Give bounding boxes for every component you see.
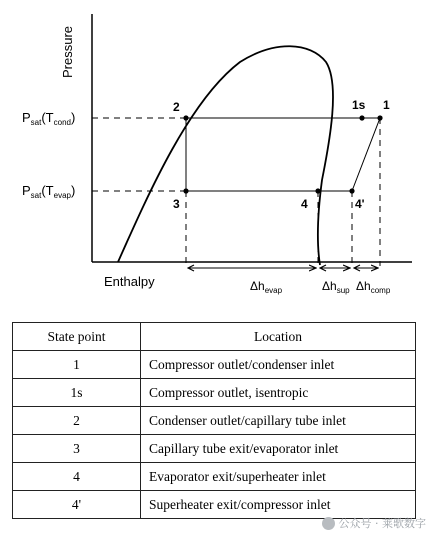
dh-evap-label: $\Delta h_{evap}$ <box>250 279 283 295</box>
point-3-label: 3 <box>173 197 180 211</box>
state-point-cell: 1 <box>13 351 141 379</box>
state-point-table <box>12 322 416 519</box>
saturation-dome <box>118 46 333 265</box>
dh-comp-label: $\Delta h_{comp}$ <box>356 279 391 295</box>
enthalpy-axis-label: Enthalpy <box>104 274 155 289</box>
table-row <box>13 351 416 379</box>
point-1s-label: 1s <box>352 98 366 112</box>
header-location: Location <box>141 323 416 351</box>
point-2-label: 2 <box>173 100 180 114</box>
compression-line <box>352 118 380 191</box>
location-cell: Capillary tube exit/evaporator inlet <box>141 435 416 463</box>
point-4-label: 4 <box>301 197 308 211</box>
state-point-cell: 4 <box>13 463 141 491</box>
point-4-dot <box>315 188 320 193</box>
point-2-dot <box>183 115 188 120</box>
location-cell: Compressor outlet/condenser inlet <box>141 351 416 379</box>
point-4p-label: 4' <box>355 197 365 211</box>
pressure-axis-label: Pressure <box>60 25 75 78</box>
table-row <box>13 379 416 407</box>
location-cell: Superheater exit/compressor inlet <box>141 491 416 519</box>
point-4p-dot <box>349 188 354 193</box>
state-point-cell: 4' <box>13 491 141 519</box>
point-1s-dot <box>359 115 364 120</box>
state-point-cell: 3 <box>13 435 141 463</box>
table-row <box>13 463 416 491</box>
location-cell: Evaporator exit/superheater inlet <box>141 463 416 491</box>
state-point-cell: 2 <box>13 407 141 435</box>
p-cond-label: $P_{sat}(T_{cond})$ <box>22 110 76 127</box>
point-1-label: 1 <box>383 98 390 112</box>
point-1-dot <box>377 115 382 120</box>
watermark <box>322 515 427 531</box>
point-3-dot <box>183 188 188 193</box>
table-header-row <box>13 323 416 351</box>
table-row <box>13 407 416 435</box>
p-evap-label: $P_{sat}(T_{evap})$ <box>22 183 76 200</box>
watermark-text: 公众号 · 莱歌数字 <box>338 517 426 530</box>
dh-sup-label: $\Delta h_{sup}$ <box>322 279 350 295</box>
wechat-icon <box>322 517 335 530</box>
location-cell: Condenser outlet/capillary tube inlet <box>141 407 416 435</box>
state-point-cell: 1s <box>13 379 141 407</box>
header-state-point: State point <box>13 323 141 351</box>
table-row <box>13 435 416 463</box>
location-cell: Compressor outlet, isentropic <box>141 379 416 407</box>
